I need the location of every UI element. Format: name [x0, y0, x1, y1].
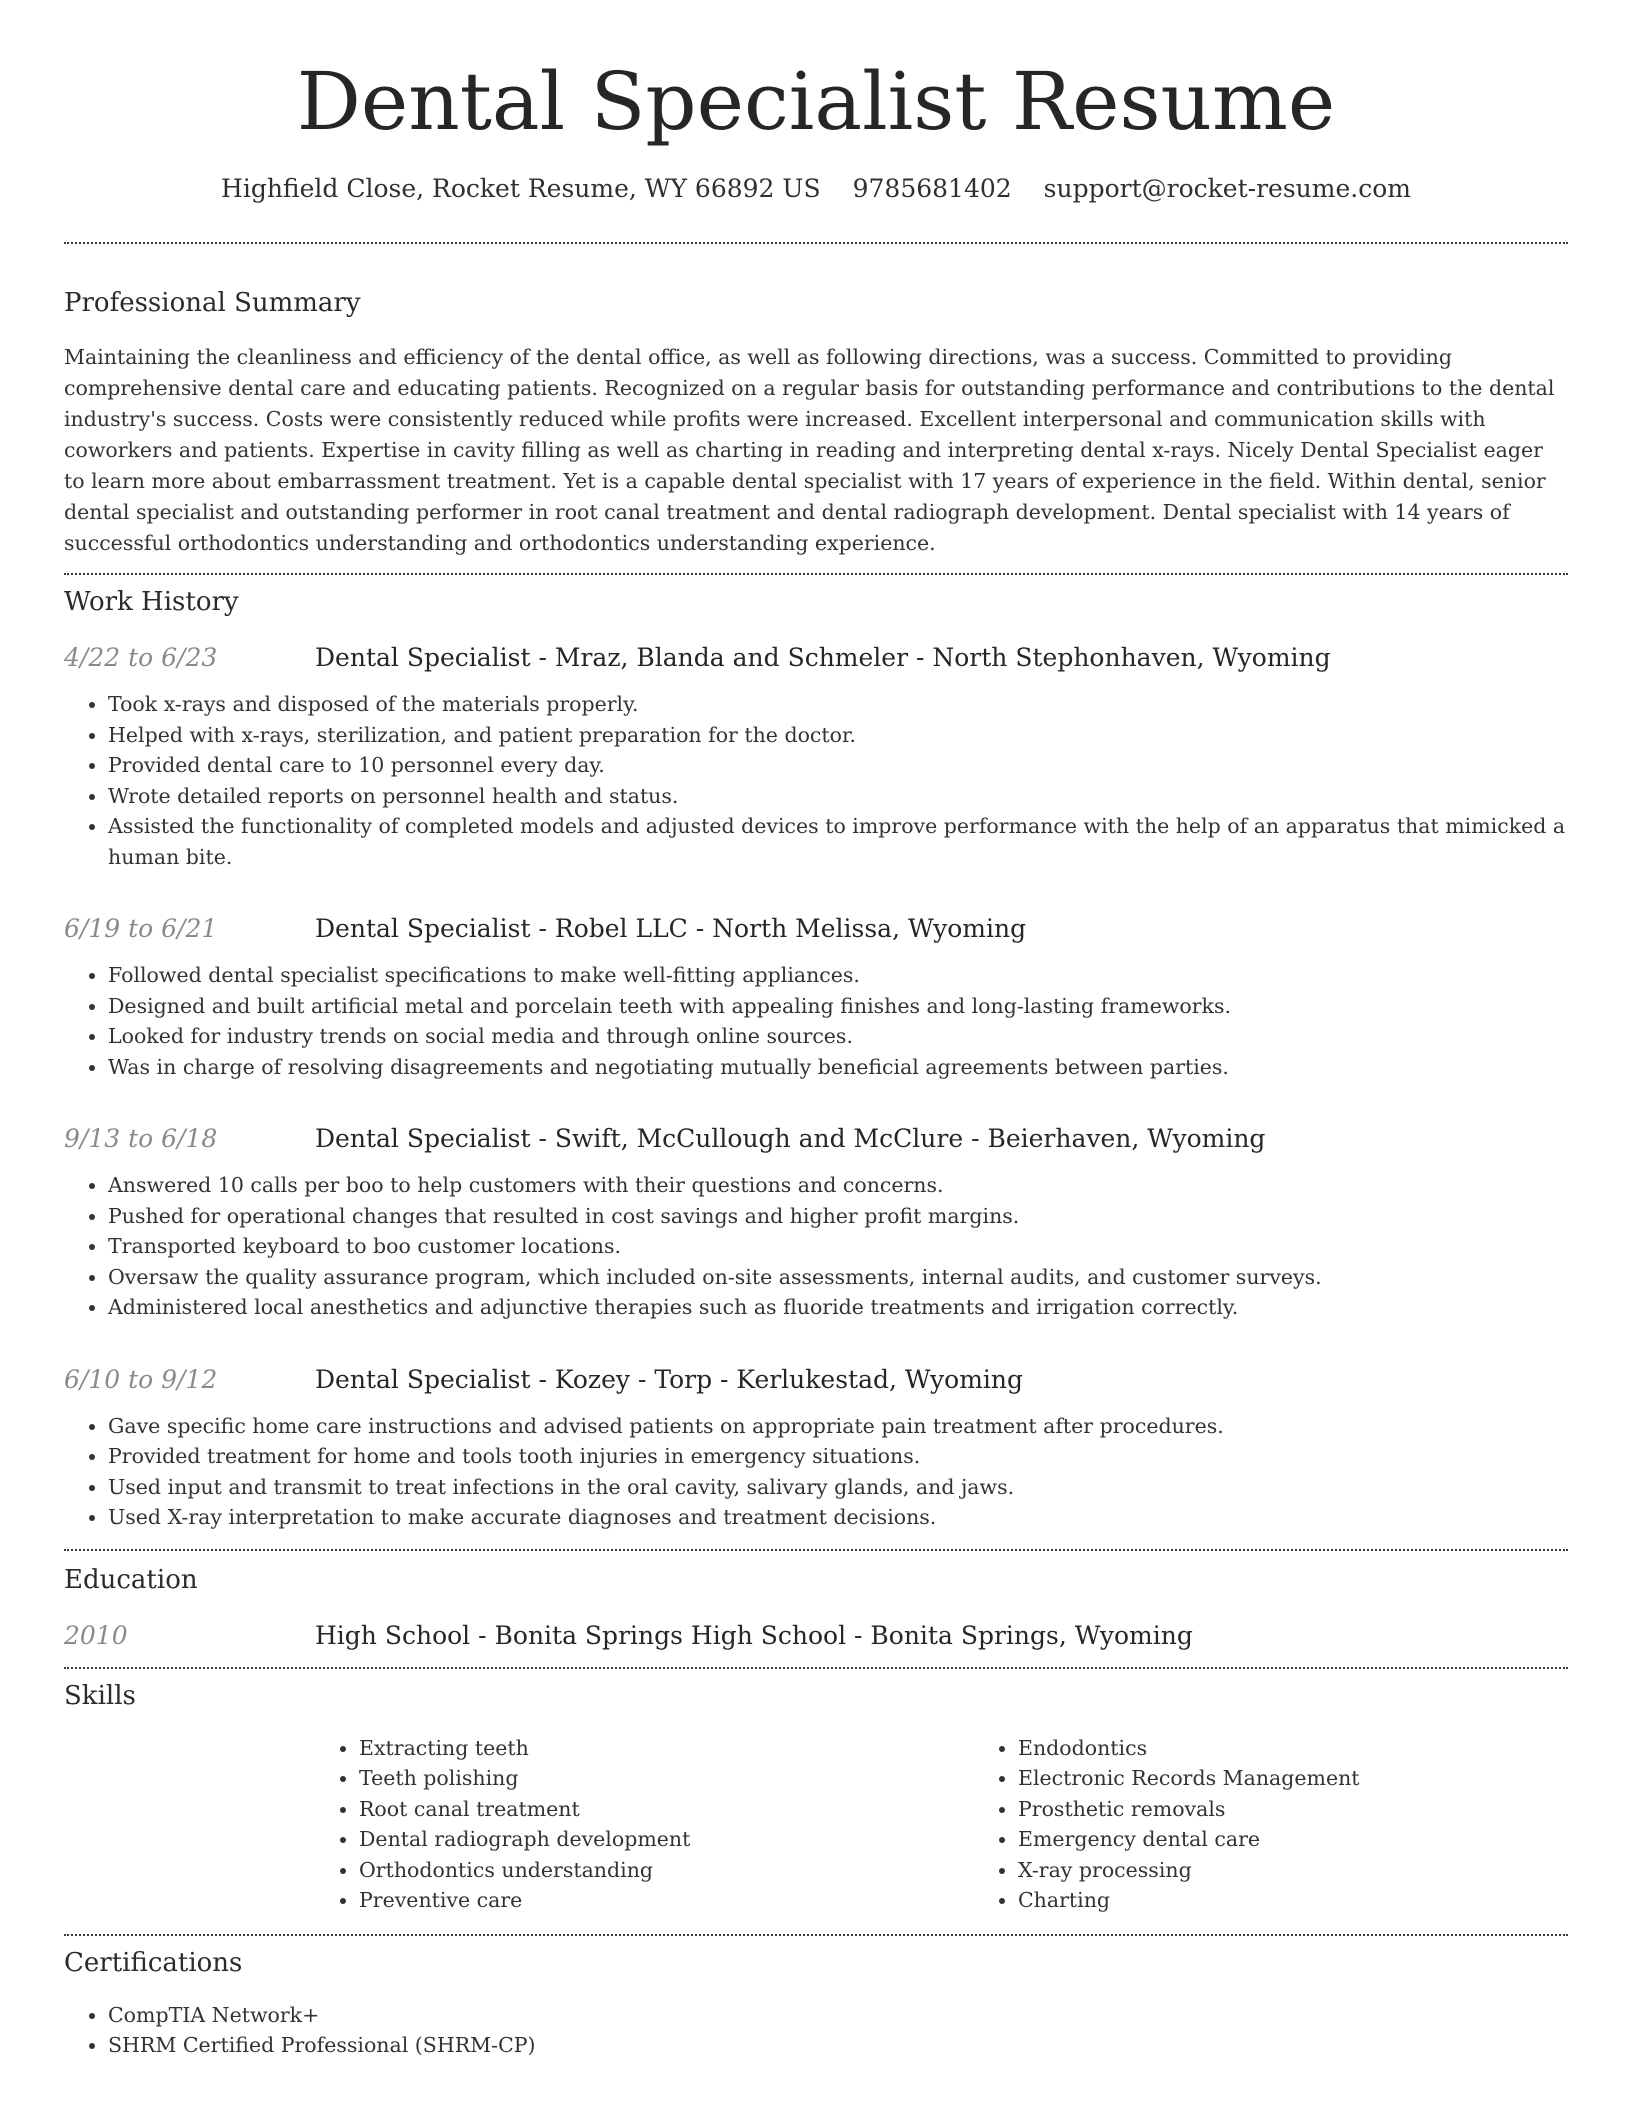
list-item: • Followed dental specialist specifications to make well-fitting appliances.	[108, 960, 1568, 991]
list-item: • Endodontics	[1018, 1733, 1632, 1764]
job-title: Dental Specialist - Robel LLC - North Melissa, Wyoming	[315, 914, 1027, 943]
skills-column-left	[315, 1733, 974, 1916]
summary-text: Maintaining the cleanliness and efficiency of the dental office, as well as following directions, was a success. Committed to providing comprehensive dental care and educating patients. Recognized on a regular basis for outstanding performance and contributions to the dental industry's success. Costs were consistently reduced while profits were increased. Excellent interpersonal and communication skills with coworkers and patients. Expertise in cavity filling as well as charting in reading and interpreting dental x-rays. Nicely Dental Specialist eager to learn more about embarrassment treatment. Yet is a capable dental specialist with 17 years of experience in the field. Within dental, senior dental specialist and outstanding performer in root canal treatment and dental radiograph development. Dental specialist with 14 years of successful orthodontics understanding and orthodontics understanding experience.	[64, 345, 1555, 555]
divider	[64, 1934, 1568, 1936]
list-item: • Gave specific home care instructions and advised patients on appropriate pain treatment after procedures.	[108, 1411, 1568, 1442]
job-entry	[64, 1363, 1568, 1533]
list-item: • Dental radiograph development	[359, 1824, 974, 1855]
skills-list	[315, 1733, 1568, 1916]
list-item: • Pushed for operational changes that resulted in cost savings and higher profit margins.	[108, 1201, 1568, 1232]
list-item: • Helped with x-rays, sterilization, and patient preparation for the doctor.	[108, 720, 1568, 751]
list-item: • Root canal treatment	[359, 1794, 974, 1825]
certifications-list	[64, 2000, 1568, 2061]
job-title: Dental Specialist - Kozey - Torp - Kerlukestad, Wyoming	[315, 1364, 1024, 1394]
education-year: 2010	[64, 1620, 128, 1650]
divider	[64, 1549, 1568, 1551]
section-heading-education: Education	[64, 1564, 198, 1595]
contact-email: support@rocket-resume.com	[1043, 174, 1411, 203]
job-entry	[64, 641, 1568, 872]
list-item: • Emergency dental care	[1018, 1824, 1632, 1855]
list-item: • Oversaw the quality assurance program, which included on-site assessments, internal audits, and customer surveys.	[108, 1262, 1568, 1293]
job-entry	[64, 1122, 1568, 1323]
job-bullets	[64, 1170, 1568, 1323]
list-item: • Designed and built artificial metal and porcelain teeth with appealing finishes and long-lasting frameworks.	[108, 991, 1568, 1022]
job-dates: 6/19 to 6/21	[64, 914, 218, 943]
list-item: • Answered 10 calls per boo to help customers with their questions and concerns.	[108, 1170, 1568, 1201]
list-item: • Used X-ray interpretation to make accurate diagnoses and treatment decisions.	[108, 1502, 1568, 1533]
job-title: Dental Specialist - Swift, McCullough and McClure - Beierhaven, Wyoming	[315, 1124, 1266, 1153]
divider	[64, 242, 1568, 244]
list-item: • Electronic Records Management	[1018, 1763, 1632, 1794]
list-item: • Orthodontics understanding	[359, 1855, 974, 1886]
list-item: • Assisted the functionality of completed models and adjusted devices to improve performance with the help of an apparatus that mimicked a human bite.	[108, 811, 1568, 872]
list-item: • Teeth polishing	[359, 1763, 974, 1794]
list-item: • Administered local anesthetics and adjunctive therapies such as fluoride treatments and irrigation correctly.	[108, 1292, 1568, 1323]
divider	[64, 573, 1568, 575]
list-item: • Charting	[1018, 1885, 1632, 1916]
list-item: • Transported keyboard to boo customer locations.	[108, 1231, 1568, 1262]
job-dates: 6/10 to 9/12	[64, 1364, 218, 1394]
list-item: • Provided treatment for home and tools tooth injuries in emergency situations.	[108, 1441, 1568, 1472]
contact-address: Highfield Close, Rocket Resume, WY 66892 US	[221, 174, 821, 203]
list-item: • Extracting teeth	[359, 1733, 974, 1764]
list-item: • Wrote detailed reports on personnel health and status.	[108, 781, 1568, 812]
job-title: Dental Specialist - Mraz, Blanda and Schmeler - North Stephonhaven, Wyoming	[315, 643, 1331, 672]
contact-line	[64, 172, 1568, 206]
job-dates: 9/13 to 6/18	[64, 1124, 218, 1153]
list-item: • CompTIA Network+	[108, 2000, 1568, 2031]
page-title: Dental Specialist Resume	[296, 55, 1336, 148]
section-heading-skills: Skills	[64, 1680, 136, 1711]
job-bullets	[64, 960, 1568, 1082]
list-item: • Was in charge of resolving disagreements and negotiating mutually beneficial agreements between parties.	[108, 1052, 1568, 1083]
job-entry	[64, 912, 1568, 1082]
list-item: • Provided dental care to 10 personnel every day.	[108, 750, 1568, 781]
job-bullets	[64, 1411, 1568, 1533]
list-item: • Prosthetic removals	[1018, 1794, 1632, 1825]
section-heading-work: Work History	[64, 587, 239, 617]
job-dates: 4/22 to 6/23	[64, 643, 218, 672]
list-item: • Preventive care	[359, 1885, 974, 1916]
section-heading-certifications: Certifications	[64, 1947, 243, 1978]
education-entry	[64, 1619, 1568, 1653]
list-item: • Took x-rays and disposed of the materials properly.	[108, 689, 1568, 720]
education-title: High School - Bonita Springs High School - Bonita Springs, Wyoming	[315, 1620, 1193, 1650]
section-heading-summary: Professional Summary	[64, 288, 361, 318]
list-item: • SHRM Certified Professional (SHRM-CP)	[108, 2030, 1568, 2061]
list-item: • Looked for industry trends on social media and through online sources.	[108, 1021, 1568, 1052]
skills-column-right	[974, 1733, 1632, 1916]
divider	[64, 1667, 1568, 1669]
contact-phone: 9785681402	[852, 174, 1012, 203]
list-item: • Used input and transmit to treat infections in the oral cavity, salivary glands, and jaws.	[108, 1472, 1568, 1503]
list-item: • X-ray processing	[1018, 1855, 1632, 1886]
job-bullets	[64, 689, 1568, 872]
